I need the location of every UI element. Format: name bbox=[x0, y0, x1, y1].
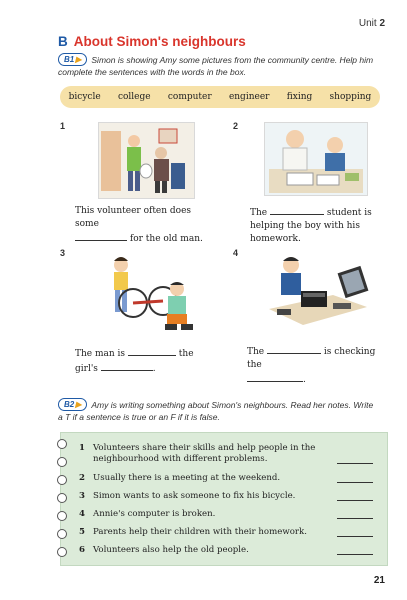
b2-instruction-text: Amy is writing something about Simon's neighbours. Read her notes. Write a T if a sentence is true or an F if it is false. bbox=[58, 400, 374, 422]
statement-text: Simon wants to ask someone to fix his bicycle. bbox=[93, 491, 296, 501]
spiral-ring-icon bbox=[57, 439, 67, 449]
caption-text: is checking the bbox=[247, 347, 376, 370]
b2-instruction bbox=[58, 398, 378, 423]
caption-text: girl's bbox=[75, 364, 98, 374]
illustration-homework-help bbox=[264, 122, 368, 196]
statement-row bbox=[79, 509, 379, 520]
statement-number: 1 bbox=[79, 443, 85, 453]
item-number: 4 bbox=[233, 248, 239, 258]
word-box-item: computer bbox=[167, 92, 212, 102]
statement-number: 6 bbox=[79, 545, 85, 555]
caption-text: The bbox=[250, 208, 268, 218]
answer-blank[interactable] bbox=[247, 372, 303, 382]
answer-blank[interactable] bbox=[270, 205, 324, 215]
word-box-item: shopping bbox=[329, 92, 372, 102]
statement-text: Volunteers also help the old people. bbox=[93, 545, 249, 555]
item-caption bbox=[247, 344, 392, 387]
caption-text: The bbox=[247, 347, 265, 357]
statement-row bbox=[79, 545, 379, 556]
statement-row bbox=[79, 527, 379, 538]
arrow-icon: ▶ bbox=[75, 400, 82, 409]
statement-row bbox=[79, 473, 379, 484]
answer-blank[interactable] bbox=[337, 463, 373, 464]
illustration-volunteer-shopping bbox=[98, 122, 195, 199]
statement-text: Annie's computer is broken. bbox=[93, 509, 216, 519]
statement-number: 2 bbox=[79, 473, 85, 483]
illustration-computer-engineer bbox=[262, 250, 374, 330]
item-caption bbox=[75, 205, 210, 246]
caption-text: . bbox=[152, 364, 156, 374]
notebook-box bbox=[60, 432, 388, 566]
section-title-text: About Simon's neighbours bbox=[73, 34, 246, 49]
spiral-ring-icon bbox=[57, 511, 67, 521]
caption-text: . bbox=[303, 375, 306, 385]
answer-blank[interactable] bbox=[101, 361, 153, 371]
statement-text: Usually there is a meeting at the weekend. bbox=[93, 473, 281, 483]
answer-blank[interactable] bbox=[337, 554, 373, 555]
page-number: 21 bbox=[373, 575, 385, 586]
word-box bbox=[60, 86, 380, 108]
caption-text: student is helping the boy with his homework. bbox=[250, 208, 372, 244]
caption-text: for the old man. bbox=[129, 234, 203, 244]
statement-row bbox=[79, 491, 379, 502]
word-box-item: engineer bbox=[228, 92, 270, 102]
unit-label bbox=[359, 18, 385, 29]
statement-text: Volunteers share their skills and help people in the neighbourhood with different problems. bbox=[93, 443, 316, 464]
word-box-item: college bbox=[117, 92, 151, 102]
arrow-icon: ▶ bbox=[75, 55, 82, 64]
unit-number: 2 bbox=[379, 18, 385, 29]
spiral-ring-icon bbox=[57, 547, 67, 557]
item-caption bbox=[75, 346, 215, 376]
answer-blank[interactable] bbox=[75, 231, 127, 241]
spiral-ring-icon bbox=[57, 457, 67, 467]
answer-blank[interactable] bbox=[128, 346, 176, 356]
caption-text: This volunteer often does some bbox=[75, 206, 192, 229]
item-number: 2 bbox=[233, 121, 239, 131]
answer-blank[interactable] bbox=[267, 344, 321, 354]
statement-number: 4 bbox=[79, 509, 85, 519]
b1-instruction-text: Simon is showing Amy some pictures from the community centre. Help him complete the sentences with the words in the box. bbox=[58, 55, 374, 77]
section-title bbox=[58, 34, 246, 49]
unit-label-text: Unit bbox=[358, 18, 377, 29]
word-box-item: fixing bbox=[286, 92, 313, 102]
answer-blank[interactable] bbox=[337, 536, 373, 537]
spiral-ring-icon bbox=[57, 493, 67, 503]
illustration-bicycle-repair bbox=[104, 250, 201, 342]
item-number: 1 bbox=[60, 121, 66, 131]
statement-text: Parents help their children with their homework. bbox=[93, 527, 307, 537]
b2-badge: B2▶ bbox=[58, 398, 87, 411]
item-number: 3 bbox=[60, 248, 66, 258]
statement-number: 5 bbox=[79, 527, 85, 537]
answer-blank[interactable] bbox=[337, 500, 373, 501]
caption-text: The man is bbox=[75, 349, 126, 359]
statement-number: 3 bbox=[79, 491, 85, 501]
statement-row bbox=[79, 443, 379, 465]
b1-instruction bbox=[58, 53, 378, 78]
b1-badge: B1▶ bbox=[58, 53, 87, 66]
answer-blank[interactable] bbox=[337, 518, 373, 519]
word-box-item: bicycle bbox=[68, 92, 101, 102]
spiral-ring-icon bbox=[57, 475, 67, 485]
spiral-ring-icon bbox=[57, 529, 67, 539]
answer-blank[interactable] bbox=[337, 482, 373, 483]
section-letter: B bbox=[58, 34, 68, 49]
item-caption bbox=[250, 205, 390, 246]
caption-text: the bbox=[178, 349, 194, 359]
